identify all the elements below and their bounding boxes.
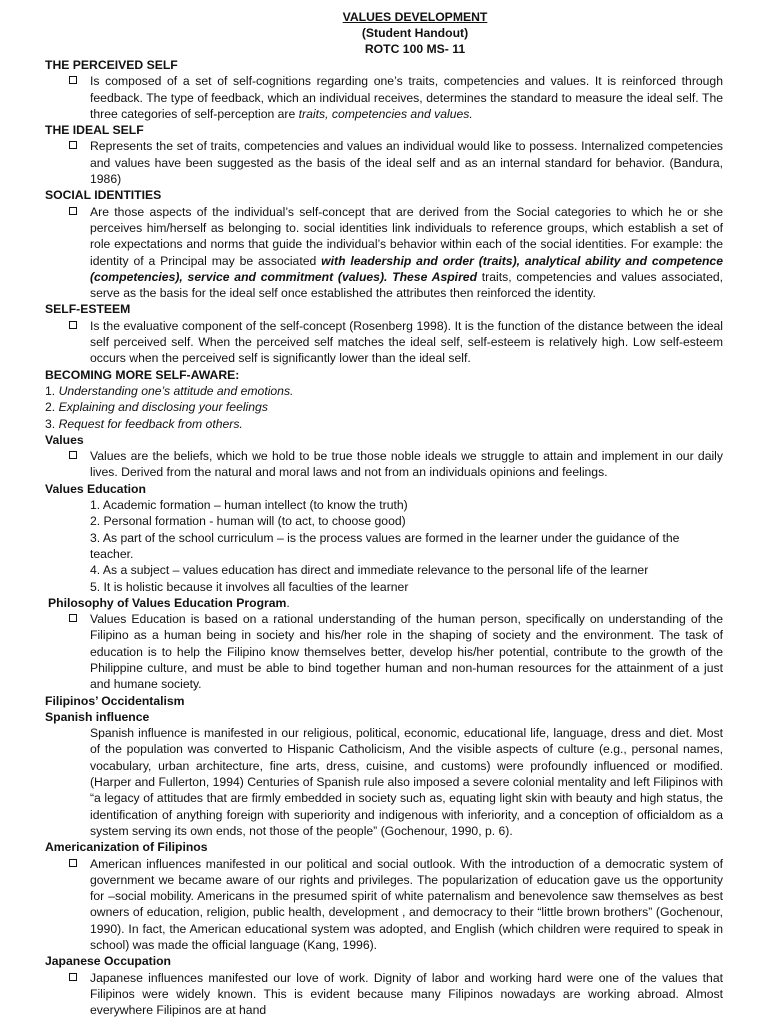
checkbox-bullet-icon	[69, 451, 77, 459]
heading-occidentalism: Filipinos’ Occidentalism	[45, 693, 185, 708]
bullet-american	[45, 856, 723, 954]
checkbox-bullet-icon	[69, 614, 77, 622]
values-education-item-2: 2. Personal formation - human will (to act, to choose good)	[90, 514, 406, 529]
values-education-item-3: 3. As part of the school curriculum – is the process values are formed in the learner under the guidance of the teacher.	[90, 530, 680, 561]
heading-values-education: Values Education	[45, 481, 146, 496]
heading-self-aware: BECOMING MORE SELF-AWARE:	[45, 367, 240, 382]
heading-japanese: Japanese Occupation	[45, 954, 171, 969]
social-identities-text-1: Are those aspects of the individual’s self-concept that are derived from the Social categories to which he or she perceives him/herself as belonging to. social identities link individuals to reference groups, which establish a set of role expectations and norms that guide the individual’s behavior within each of the social identities. For example: the identity of a Principal may be associated	[90, 204, 723, 268]
values-education-item-4: 4. As a subject – values education has direct and immediate relevance to the personal life of the learner	[90, 563, 649, 578]
social-identities-text-2: traits, competencies and values associated, serve as the basis for the ideal self once established the attributes then reinforced the identity.	[90, 269, 724, 301]
self-esteem-text: Is the evaluative component of the self-concept (Rosenberg 1998). It is the function of the distance between the ideal self perceived self. When the perceived self matches the ideal self, self-esteem is relatively high. Low self-esteem occurs when the perceived self is significantly lower than the ideal self.	[90, 318, 723, 366]
heading-perceived-self: THE PERCEIVED SELF	[45, 58, 178, 72]
document-subtitle: (Student Handout)	[361, 26, 469, 40]
heading-american: Americanization of Filipinos	[45, 840, 208, 855]
checkbox-bullet-icon	[69, 973, 77, 981]
bullet-ideal-self	[45, 138, 723, 187]
bullet-self-esteem	[45, 318, 723, 367]
values-education-item-1: 1. Academic formation – human intellect (to know the truth)	[90, 498, 408, 513]
bullet-values	[45, 448, 723, 481]
heading-self-esteem: SELF-ESTEEM	[45, 302, 131, 317]
checkbox-bullet-icon	[69, 321, 77, 329]
japanese-text: Japanese influences manifested our love of work. Dignity of labor and working hard were one of the values that Filipinos were widely known. This is evident because many Filipinos nowadays are working abroad. Almost everywhere Filipinos are at hand	[90, 970, 723, 1018]
bullet-japanese	[45, 970, 723, 1019]
heading-philosophy: Philosophy of Values Education Program.	[48, 595, 290, 610]
heading-values: Values	[45, 432, 84, 447]
bullet-philosophy	[45, 611, 723, 692]
checkbox-bullet-icon	[69, 859, 77, 867]
self-aware-item-3: 3. Request for feedback from others.	[45, 416, 243, 431]
american-text: American influences manifested in our political and social outlook. With the introduction of a democratic system of government we became aware of our rights and privileges. The popularization of education gave us the opportunity for –social mobility. Americans in the presumed spirit of white paternalism and benevolence saw themselves as best owners of education, religion, public health, development , and democracy to their “little brown brothers” (Gochenour, 1990). In fact, the American educational system was adopted, and English (which children were required to speak in school) was made the official language (Kang, 1996).	[90, 856, 723, 953]
perceived-self-text: Is composed of a set of self-cognitions regarding one’s traits, competencies and values. It is reinforced through feedback. The type of feedback, which an individual receives, determines the standard to measure the ideal self. The three categories of self-perception are	[90, 74, 723, 121]
checkbox-bullet-icon	[69, 76, 77, 84]
course-code: ROTC 100 MS- 11	[364, 42, 466, 56]
perceived-self-italic: traits, competencies and values.	[298, 106, 473, 121]
document-title: VALUES DEVELOPMENT	[342, 10, 488, 24]
heading-social-identities: SOCIAL IDENTITIES	[45, 188, 162, 203]
ideal-self-text: Represents the set of traits, competencies and values an individual would like to possess. Internalized competencies and values have been suggested as the basis of the ideal self and as an internal standard for behavior. (Bandura, 1986)	[90, 139, 723, 187]
social-identities-emphasis: with leadership and order (traits), analytical ability and competence (competencies), service and commitment (values). These Aspired	[90, 253, 723, 284]
bullet-social-identities	[45, 204, 723, 302]
spanish-text: Spanish influence is manifested in our religious, political, economic, educational life, language, dress and diet. Most of the population was converted to Hispanic Catholicism, And the visible aspects of culture (e.g., personal names, vocabulary, urban architecture, fine arts, dress, cuisine, and customs) were profoundly influenced or modified. (Harper and Fullerton, 1994) Centuries of Spanish rule also imposed a severe colonial mentality and left Filipinos with “a legacy of attitudes that are firmly embedded in society such as, equating light skin with beauty and high status, the identification of anything foreign with superiority and indigenous with inferiority, and a conception of officialdom as a system serving its own ends, not those of the people” (Gochenour, 1990, p. 6).	[90, 726, 723, 838]
checkbox-bullet-icon	[69, 141, 77, 149]
handout-page	[45, 9, 723, 1019]
checkbox-bullet-icon	[69, 207, 77, 215]
document-header	[45, 9, 723, 57]
heading-ideal-self: THE IDEAL SELF	[45, 123, 144, 138]
values-education-item-5: 5. It is holistic because it involves all faculties of the learner	[90, 579, 409, 594]
bullet-perceived-self	[45, 73, 723, 122]
values-text: Values are the beliefs, which we hold to be true those noble ideals we struggle to attain and implement in our daily lives. Derived from the natural and moral laws and not from an individuals opinions and feelings.	[90, 449, 723, 480]
philosophy-text: Values Education is based on a rational understanding of the human person, specifically on understanding of the Filipino as a human being in society and his/her role in the shaping of society and the environment. The task of education is to help the Filipino know themselves better, develop his/her potential, contribute to the growth of the Philippine culture, and must be able to bind together human and non-human resources for the attainment of a just and humane society.	[90, 612, 723, 692]
self-aware-item-1: 1. Understanding one’s attitude and emotions.	[45, 383, 294, 398]
heading-spanish: Spanish influence	[45, 709, 150, 724]
self-aware-item-2: 2. Explaining and disclosing your feelings	[45, 400, 268, 415]
